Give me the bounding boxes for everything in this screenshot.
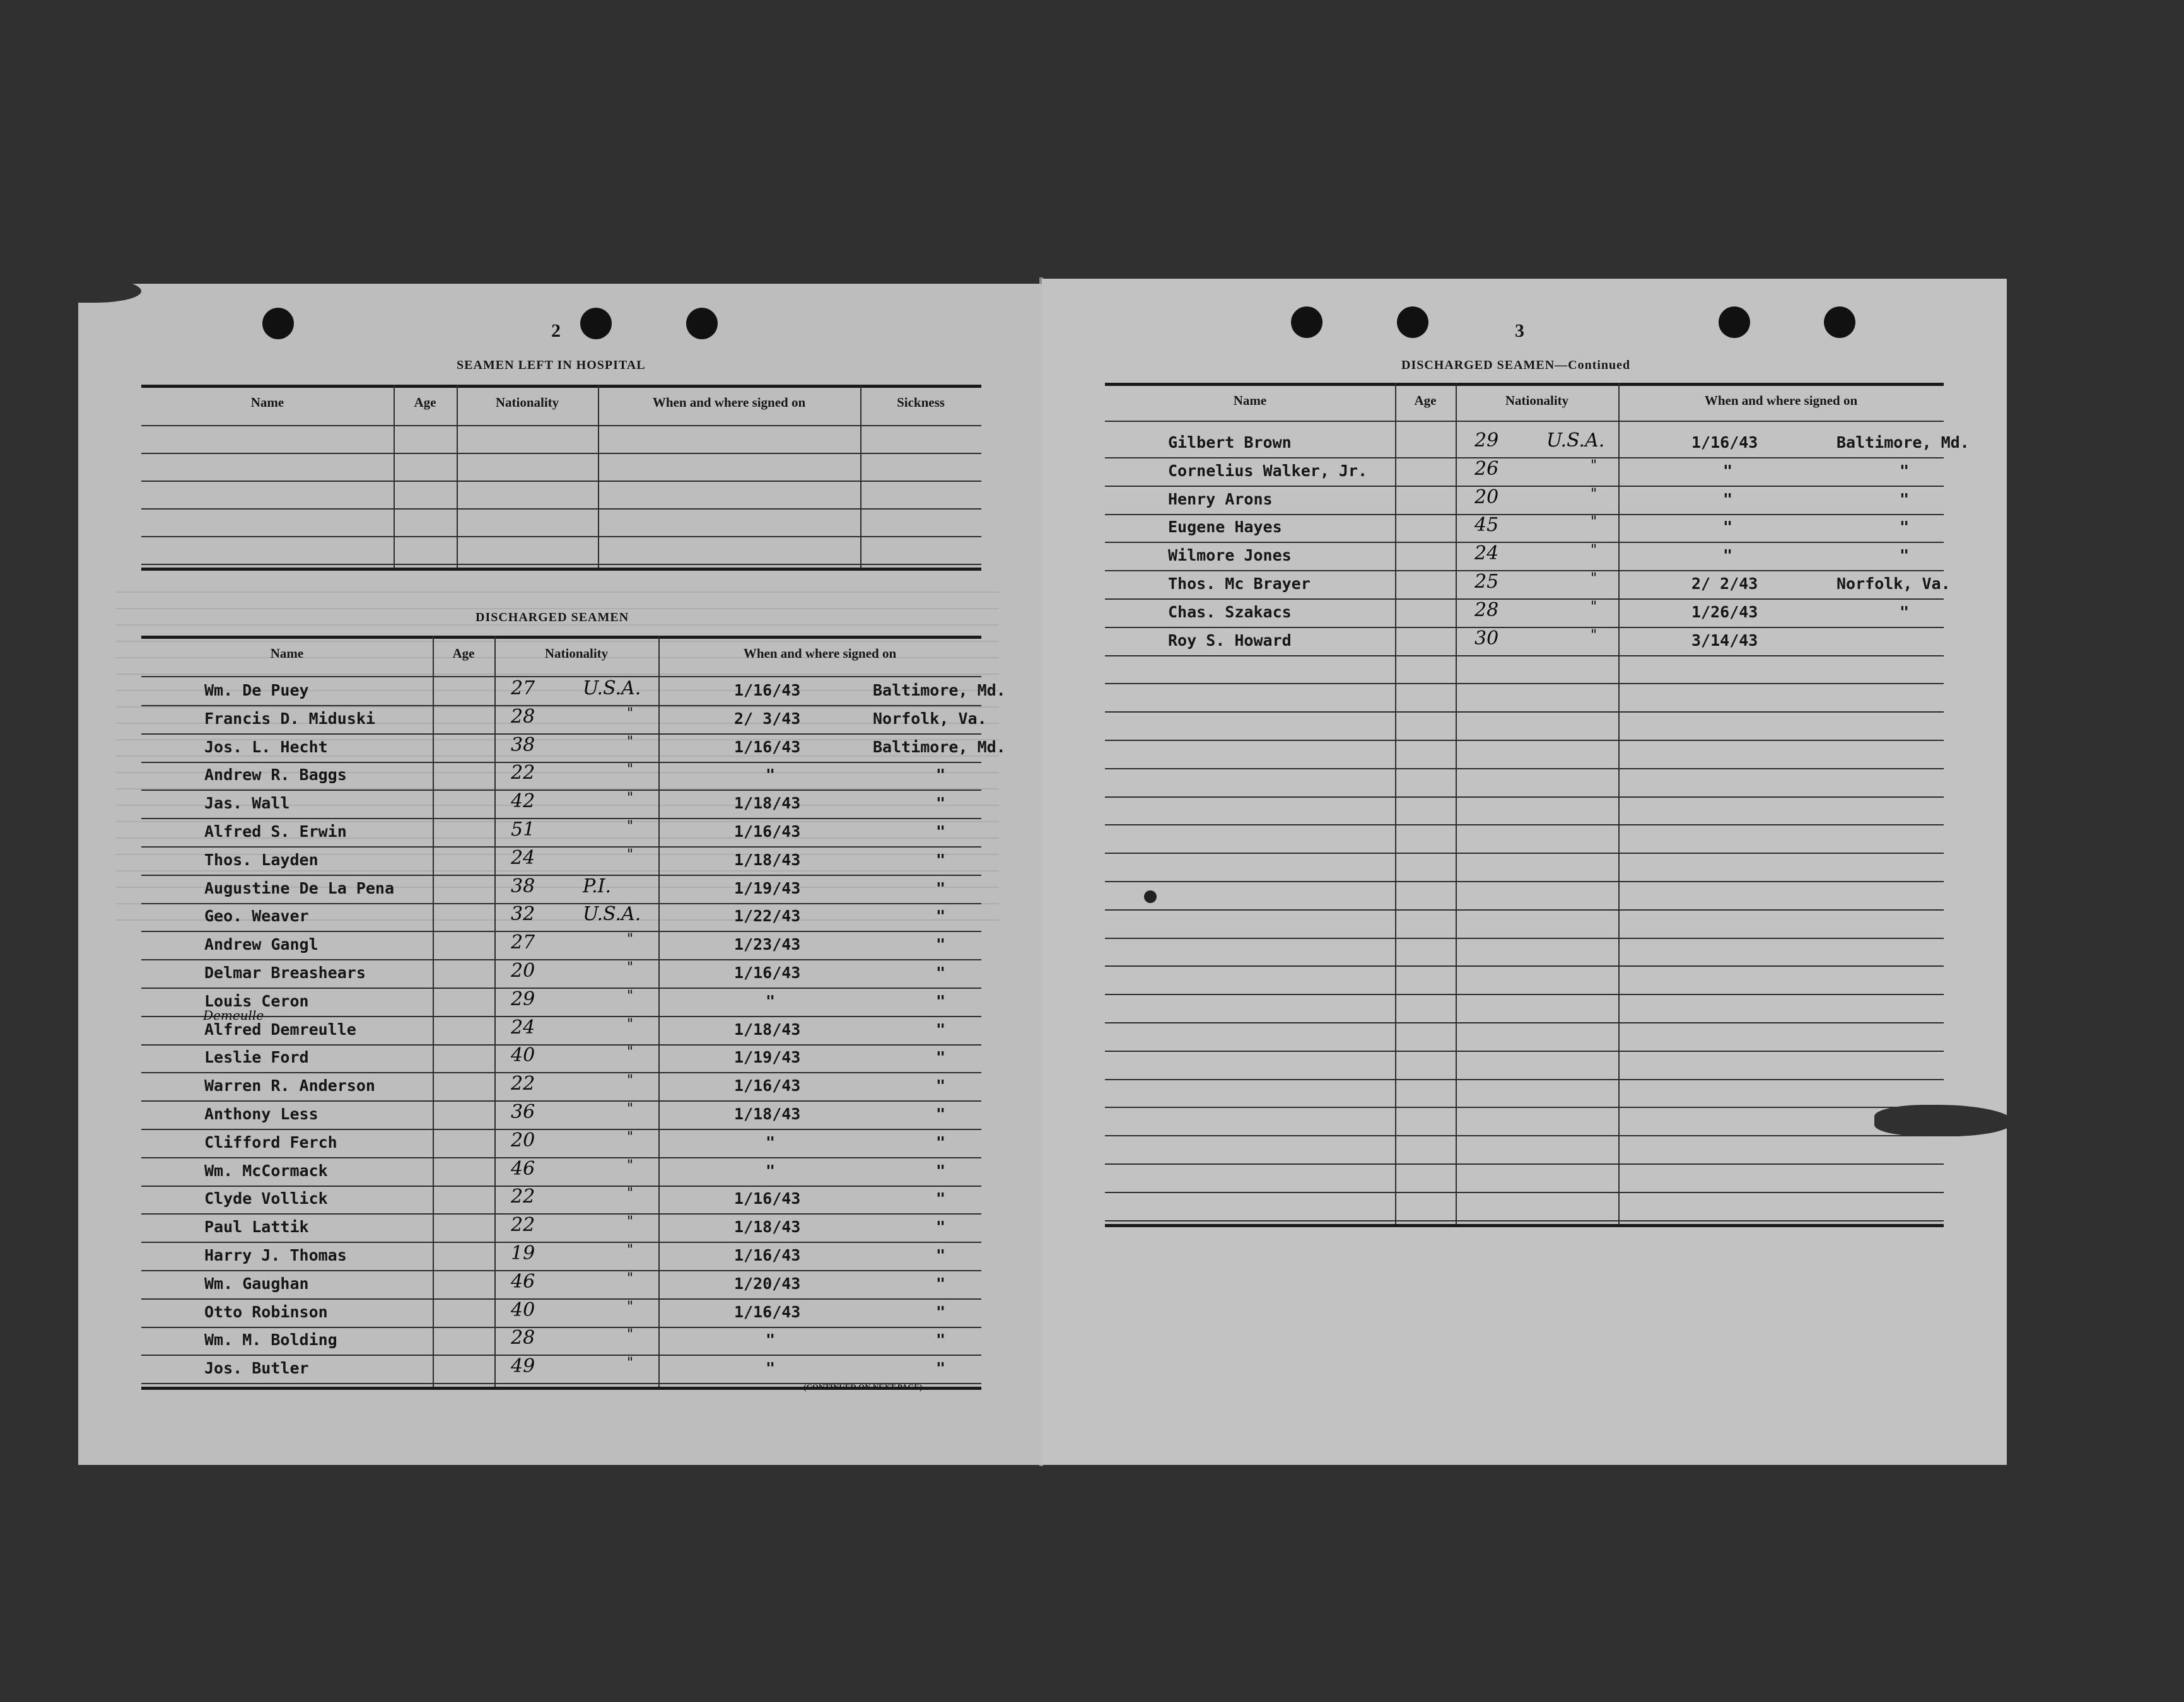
table-row	[141, 848, 981, 876]
punch-hole	[1397, 306, 1428, 338]
seaman-age: 36	[511, 1101, 535, 1123]
signed-on-date: 1/18/43	[734, 1105, 801, 1123]
signed-on-date: 1/20/43	[734, 1274, 801, 1293]
seaman-nationality: "	[627, 1073, 634, 1089]
row-rule	[1105, 1079, 1944, 1080]
column-header: Name	[1233, 393, 1267, 408]
seaman-age: 22	[511, 1186, 535, 1208]
seaman-age: 38	[511, 733, 535, 756]
signed-on-date: 1/19/43	[734, 878, 801, 897]
table-top-rule	[141, 385, 981, 388]
left-page	[78, 284, 1044, 1465]
seaman-name: Harry J. Thomas	[204, 1246, 347, 1264]
seaman-name: Francis D. Miduski	[204, 709, 375, 728]
column-header: Age	[1414, 393, 1437, 408]
table-top-rule	[1105, 383, 1944, 386]
signed-on-date: "	[1723, 546, 1733, 565]
row-rule	[141, 481, 981, 482]
signed-on-date: 1/18/43	[734, 794, 801, 813]
column-header: Nationality	[544, 646, 609, 661]
column-header: When and where signed on	[652, 395, 806, 410]
seaman-nationality: "	[627, 762, 634, 778]
row-rule	[1105, 965, 1944, 967]
column-rule	[860, 385, 861, 568]
signed-on-place: "	[936, 878, 946, 897]
row-rule	[1105, 1220, 1944, 1221]
row-rule	[1105, 938, 1944, 939]
seaman-age: 27	[511, 931, 535, 954]
seaman-age: 29	[1474, 429, 1499, 452]
signed-on-place: "	[936, 1048, 946, 1067]
seaman-name: Andrew R. Baggs	[204, 766, 347, 784]
seaman-name: Cornelius Walker, Jr.	[1168, 461, 1368, 480]
signed-on-place: Norfolk, Va.	[873, 709, 987, 728]
column-rule	[394, 385, 395, 568]
signed-on-date: 1/16/43	[1691, 433, 1758, 452]
seaman-age: 28	[511, 1327, 535, 1349]
table-row	[141, 705, 987, 735]
header-rule	[1105, 421, 1944, 422]
seaman-age: 46	[511, 1270, 535, 1293]
seaman-age: 51	[511, 819, 535, 841]
seaman-nationality: "	[627, 1298, 634, 1315]
signed-on-place: "	[936, 1331, 946, 1349]
signed-on-place: Baltimore, Md.	[1837, 433, 1970, 452]
signed-on-place: "	[936, 1218, 946, 1237]
seaman-age: 38	[511, 875, 535, 897]
seaman-age: 22	[511, 1214, 535, 1237]
seaman-nationality: "	[627, 790, 634, 807]
seaman-nationality: "	[627, 988, 634, 1004]
column-header: Nationality	[1505, 393, 1569, 408]
signed-on-place: "	[936, 991, 946, 1010]
signed-on-date: 1/16/43	[734, 1302, 801, 1321]
seaman-nationality: "	[1591, 627, 1597, 643]
seaman-name: Alfred S. Erwin	[204, 822, 347, 841]
table-row	[141, 904, 981, 932]
punch-hole	[262, 308, 294, 339]
seaman-age: 20	[511, 1129, 535, 1151]
seaman-nationality: "	[627, 1101, 634, 1117]
header-rule	[141, 425, 981, 426]
seaman-name: Alfred Demreulle	[204, 1020, 356, 1039]
signed-on-date: "	[766, 766, 776, 784]
seaman-nationality: "	[627, 1270, 634, 1286]
seaman-age: 24	[1474, 542, 1499, 565]
row-rule	[1105, 740, 1944, 741]
torn-edge	[1874, 1105, 2007, 1136]
header-rule	[141, 676, 981, 677]
column-rule	[457, 385, 458, 568]
signed-on-date: 3/14/43	[1691, 631, 1758, 650]
column-header: Age	[452, 646, 475, 661]
table-row	[1105, 515, 1944, 543]
signed-on-place: "	[936, 964, 946, 982]
signed-on-place: "	[936, 1076, 946, 1095]
table-row	[141, 1328, 981, 1356]
row-rule	[141, 453, 981, 454]
signed-on-date: "	[766, 1161, 776, 1180]
seaman-name: Jos. Butler	[204, 1359, 309, 1378]
seaman-nationality: "	[627, 1016, 634, 1032]
row-rule	[1105, 1107, 1944, 1108]
seaman-name: Warren R. Anderson	[204, 1076, 375, 1095]
table-row	[141, 677, 1006, 706]
right-page	[1042, 279, 2007, 1465]
table-row	[141, 1018, 981, 1046]
signed-on-date: 1/18/43	[734, 1218, 801, 1237]
signed-on-date: 1/23/43	[734, 935, 801, 954]
table-row	[1105, 459, 1944, 487]
table-row	[141, 1215, 981, 1243]
table-row	[141, 791, 981, 819]
row-rule	[1105, 1135, 1944, 1136]
signed-on-place: Baltimore, Md.	[873, 681, 1006, 699]
row-rule	[1105, 994, 1944, 995]
seaman-name: Gilbert Brown	[1168, 433, 1292, 452]
signed-on-date: "	[766, 1331, 776, 1349]
signed-on-place: "	[936, 794, 946, 813]
table-bottom-rule	[141, 568, 981, 571]
seaman-nationality: "	[627, 1044, 634, 1061]
seaman-name: Paul Lattik	[204, 1218, 309, 1237]
seaman-name: Clyde Vollick	[204, 1189, 328, 1208]
signed-on-place: "	[936, 1274, 946, 1293]
section-title-continued: DISCHARGED SEAMEN—Continued	[1401, 358, 1631, 372]
seaman-name: Roy S. Howard	[1168, 631, 1292, 650]
seaman-name: Wm. De Puey	[204, 681, 309, 699]
seaman-name: Geo. Weaver	[204, 907, 309, 926]
table-row	[1105, 600, 1944, 628]
table-row	[141, 961, 981, 989]
seaman-name: Wm. M. Bolding	[204, 1331, 337, 1349]
signed-on-date: 1/16/43	[734, 822, 801, 841]
signed-on-date: 1/18/43	[734, 1020, 801, 1039]
signed-on-place: Norfolk, Va.	[1837, 574, 1951, 593]
seaman-nationality: "	[1591, 598, 1597, 615]
seaman-age: 26	[1474, 457, 1499, 480]
seaman-nationality: "	[627, 1327, 634, 1343]
seaman-age: 49	[511, 1355, 535, 1378]
signed-on-date: 1/26/43	[1691, 602, 1758, 621]
table-row	[141, 1074, 981, 1102]
table-row	[1105, 629, 1944, 656]
seaman-age: 28	[1474, 598, 1499, 621]
signed-on-place: Baltimore, Md.	[873, 737, 1006, 756]
table-row	[141, 877, 981, 904]
table-row	[141, 989, 981, 1017]
signed-on-place: "	[1900, 489, 1910, 508]
signed-on-place: "	[936, 1246, 946, 1264]
seaman-name: Delmar Breashears	[204, 964, 366, 982]
seaman-age: 40	[511, 1298, 535, 1321]
seaman-nationality: "	[627, 1355, 634, 1372]
signed-on-place: "	[936, 1302, 946, 1321]
signed-on-place: "	[936, 1105, 946, 1123]
signed-on-date: "	[766, 1133, 776, 1151]
seaman-nationality: "	[1591, 486, 1597, 502]
signed-on-date: 1/16/43	[734, 681, 801, 699]
table-row	[141, 733, 1006, 763]
signed-on-date: "	[1723, 489, 1733, 508]
table-row	[141, 1244, 981, 1271]
signed-on-place: "	[936, 1359, 946, 1378]
seaman-nationality: U.S.A.	[583, 903, 641, 926]
signed-on-place: "	[936, 1161, 946, 1180]
row-rule	[1105, 1022, 1944, 1023]
row-rule	[1105, 824, 1944, 825]
signed-on-date: 1/22/43	[734, 907, 801, 926]
ink-dot	[1144, 890, 1157, 903]
column-header: When and where signed on	[743, 646, 897, 661]
seaman-name: Chas. Szakacs	[1168, 602, 1292, 621]
seaman-nationality: P.I.	[583, 875, 612, 897]
seaman-nationality: "	[1591, 571, 1597, 586]
section-title-discharged: DISCHARGED SEAMEN	[476, 610, 629, 624]
seaman-nationality: U.S.A.	[1546, 429, 1605, 452]
seaman-age: 40	[511, 1044, 535, 1067]
seaman-nationality: "	[627, 1186, 634, 1202]
seaman-name: Andrew Gangl	[204, 935, 318, 954]
signed-on-date: 1/16/43	[734, 1246, 801, 1264]
row-rule	[1105, 683, 1944, 684]
punch-hole	[1719, 306, 1750, 338]
signed-on-place: "	[936, 850, 946, 869]
table-row	[1105, 544, 1944, 571]
signed-on-date: 1/18/43	[734, 850, 801, 869]
seaman-nationality: "	[627, 1242, 634, 1258]
seaman-nationality: "	[627, 819, 634, 834]
table-row	[141, 1272, 981, 1300]
seaman-age: 30	[1474, 627, 1499, 650]
seaman-nationality: "	[627, 960, 634, 976]
row-rule	[1105, 711, 1944, 713]
column-header: Name	[270, 646, 304, 661]
signed-on-place: "	[1900, 518, 1910, 537]
table-row	[141, 1046, 981, 1073]
seaman-age: 32	[511, 903, 535, 926]
seaman-name: Otto Robinson	[204, 1302, 328, 1321]
table-row	[141, 763, 981, 791]
seaman-nationality: "	[627, 1129, 634, 1145]
column-rule	[598, 385, 599, 568]
punch-hole	[686, 308, 718, 339]
seaman-nationality: "	[1591, 514, 1597, 530]
table-top-rule	[141, 636, 981, 639]
signed-on-place: "	[936, 907, 946, 926]
table-bottom-rule	[1105, 1224, 1944, 1227]
signed-on-date: 2/ 3/43	[734, 709, 801, 728]
signed-on-place: "	[936, 1189, 946, 1208]
table-row	[141, 1131, 981, 1158]
section-title-hospital: SEAMEN LEFT IN HOSPITAL	[457, 358, 646, 372]
seaman-name: Louis Ceron	[204, 991, 309, 1010]
signed-on-place: "	[936, 766, 946, 784]
seaman-name: Leslie Ford	[204, 1048, 309, 1067]
seaman-nationality: "	[1591, 542, 1597, 559]
signed-on-date: 1/19/43	[734, 1048, 801, 1067]
signed-on-date: "	[766, 1359, 776, 1378]
seaman-name: Wm. Gaughan	[204, 1274, 309, 1293]
signed-on-date: 1/16/43	[734, 737, 801, 756]
seaman-nationality: "	[627, 733, 634, 750]
continued-note: (CONTINUED ON NEXT PAGE)	[803, 1382, 923, 1392]
row-rule	[1105, 796, 1944, 798]
table-row	[1105, 487, 1944, 515]
seaman-name: Henry Arons	[1168, 489, 1273, 508]
signed-on-place: "	[1900, 546, 1910, 565]
seaman-name: Wm. McCormack	[204, 1161, 328, 1180]
column-header: When and where signed on	[1704, 393, 1858, 408]
seaman-nationality: "	[627, 1214, 634, 1230]
table-row	[141, 1356, 981, 1384]
signed-on-date: 2/ 2/43	[1691, 574, 1758, 593]
signed-on-place: "	[1900, 602, 1910, 621]
signed-on-date: 1/16/43	[734, 1189, 801, 1208]
signed-on-place: "	[1900, 461, 1910, 480]
table-row	[141, 1159, 981, 1187]
seaman-age: 45	[1474, 514, 1499, 537]
signed-on-date: 1/16/43	[734, 1076, 801, 1095]
seaman-nationality: "	[627, 1157, 634, 1174]
seaman-name: Wilmore Jones	[1168, 546, 1292, 565]
seaman-age: 20	[1474, 486, 1499, 508]
seaman-nationality: "	[627, 705, 634, 721]
punch-hole	[1824, 306, 1855, 338]
table-row	[1105, 571, 1951, 600]
column-header: Age	[414, 395, 436, 410]
table-row	[141, 1187, 981, 1215]
signed-on-date: "	[1723, 461, 1733, 480]
table-row	[141, 1102, 981, 1130]
seaman-age: 24	[511, 846, 535, 869]
table-row	[141, 1300, 981, 1328]
signed-on-place: "	[936, 1133, 946, 1151]
row-rule	[1105, 1192, 1944, 1193]
seaman-age: 42	[511, 790, 535, 813]
row-rule	[141, 536, 981, 537]
row-rule	[1105, 881, 1944, 882]
seaman-name: Anthony Less	[204, 1105, 318, 1123]
row-rule	[1105, 1163, 1944, 1165]
seaman-nationality: U.S.A.	[583, 677, 641, 699]
handwritten-correction: Demeulle	[203, 1008, 264, 1023]
row-rule	[1105, 909, 1944, 911]
seaman-name: Thos. Mc Brayer	[1168, 574, 1311, 593]
column-header: Name	[250, 395, 284, 410]
signed-on-date: "	[1723, 518, 1733, 537]
column-header: Sickness	[897, 395, 945, 410]
torn-corner	[78, 284, 141, 303]
seaman-age: 25	[1474, 571, 1499, 593]
row-rule	[1105, 1051, 1944, 1052]
seaman-nationality: "	[627, 931, 634, 948]
seaman-age: 46	[511, 1157, 535, 1180]
punch-hole	[580, 308, 612, 339]
seaman-age: 27	[511, 677, 535, 699]
seaman-age: 29	[511, 988, 535, 1010]
table-row	[141, 933, 981, 960]
seaman-age: 22	[511, 762, 535, 784]
table-row	[1105, 429, 1970, 458]
row-rule	[141, 508, 981, 510]
seaman-name: Clifford Ferch	[204, 1133, 337, 1151]
seaman-name: Augustine De La Pena	[204, 878, 395, 897]
seaman-name: Thos. Layden	[204, 850, 318, 869]
seaman-age: 24	[511, 1016, 535, 1039]
column-header: Nationality	[495, 395, 559, 410]
signed-on-place: "	[936, 1020, 946, 1039]
seaman-name: Jos. L. Hecht	[204, 737, 328, 756]
seaman-name: Eugene Hayes	[1168, 518, 1282, 537]
page-number: 2	[551, 320, 561, 341]
signed-on-place: "	[936, 935, 946, 954]
seaman-age: 22	[511, 1073, 535, 1095]
signed-on-date: "	[766, 991, 776, 1010]
seaman-name: Jas. Wall	[204, 794, 290, 813]
seaman-nationality: "	[1591, 457, 1597, 474]
seaman-age: 19	[511, 1242, 535, 1264]
table-row	[141, 820, 981, 848]
punch-hole	[1291, 306, 1323, 338]
seaman-nationality: "	[627, 846, 634, 863]
seaman-age: 20	[511, 960, 535, 982]
signed-on-date: 1/16/43	[734, 964, 801, 982]
row-rule	[141, 564, 981, 565]
row-rule	[1105, 853, 1944, 854]
row-rule	[1105, 768, 1944, 769]
signed-on-place: "	[936, 822, 946, 841]
seaman-age: 28	[511, 705, 535, 728]
page-number: 3	[1515, 320, 1524, 341]
